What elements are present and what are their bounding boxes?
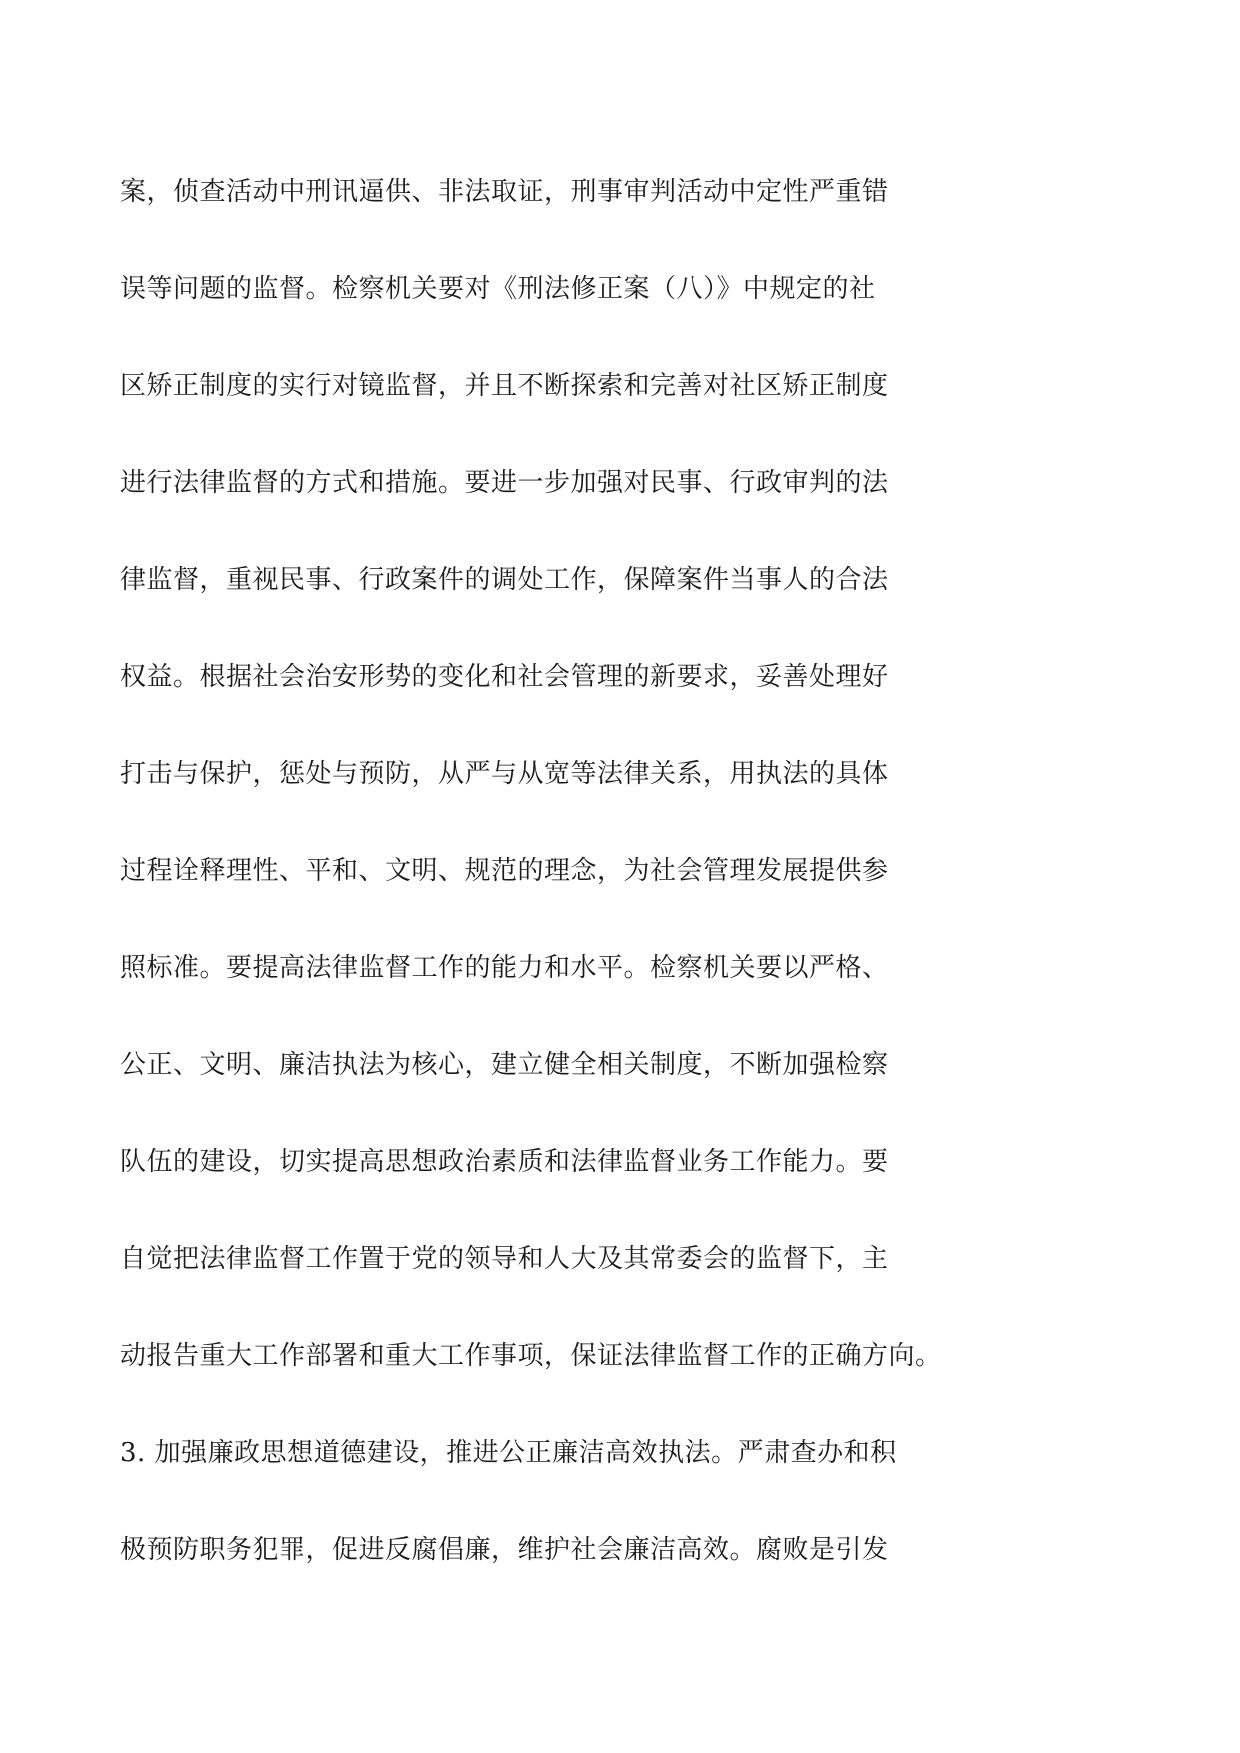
body-text bbox=[120, 162, 1130, 1617]
text-line: 公正、文明、廉洁执法为核心，建立健全相关制度，不断加强检察 bbox=[120, 1050, 889, 1080]
text-line: 过程诠释理性、平和、文明、规范的理念，为社会管理发展提供参 bbox=[120, 856, 889, 886]
text-line: 误等问题的监督。检察机关要对《刑法修正案（八）》中规定的社 bbox=[120, 274, 876, 304]
text-line: 律监督，重视民事、行政案件的调处工作，保障案件当事人的合法 bbox=[120, 565, 889, 595]
text-line: 照标准。要提高法律监督工作的能力和水平。检察机关要以严格、 bbox=[120, 953, 889, 983]
text-line: 动报告重大工作部署和重大工作事项，保证法律监督工作的正确方向。 bbox=[120, 1341, 942, 1371]
text-line: 3. 加强廉政思想道德建设，推进公正廉洁高效执法。严肃查办和积 bbox=[120, 1438, 897, 1468]
text-line: 区矫正制度的实行对镜监督，并且不断探索和完善对社区矫正制度 bbox=[120, 371, 889, 401]
text-line: 打击与保护，惩处与预防，从严与从宽等法律关系，用执法的具体 bbox=[120, 759, 889, 789]
text-line: 案，侦查活动中刑讯逼供、非法取证，刑事审判活动中定性严重错 bbox=[120, 177, 889, 207]
text-line: 队伍的建设，切实提高思想政治素质和法律监督业务工作能力。要 bbox=[120, 1147, 889, 1177]
text-line: 进行法律监督的方式和措施。要进一步加强对民事、行政审判的法 bbox=[120, 468, 889, 498]
text-line: 自觉把法律监督工作置于党的领导和人大及其常委会的监督下，主 bbox=[120, 1244, 889, 1274]
text-line: 极预防职务犯罪，促进反腐倡廉，维护社会廉洁高效。腐败是引发 bbox=[120, 1535, 889, 1565]
text-line: 权益。根据社会治安形势的变化和社会管理的新要求，妥善处理好 bbox=[120, 662, 889, 692]
